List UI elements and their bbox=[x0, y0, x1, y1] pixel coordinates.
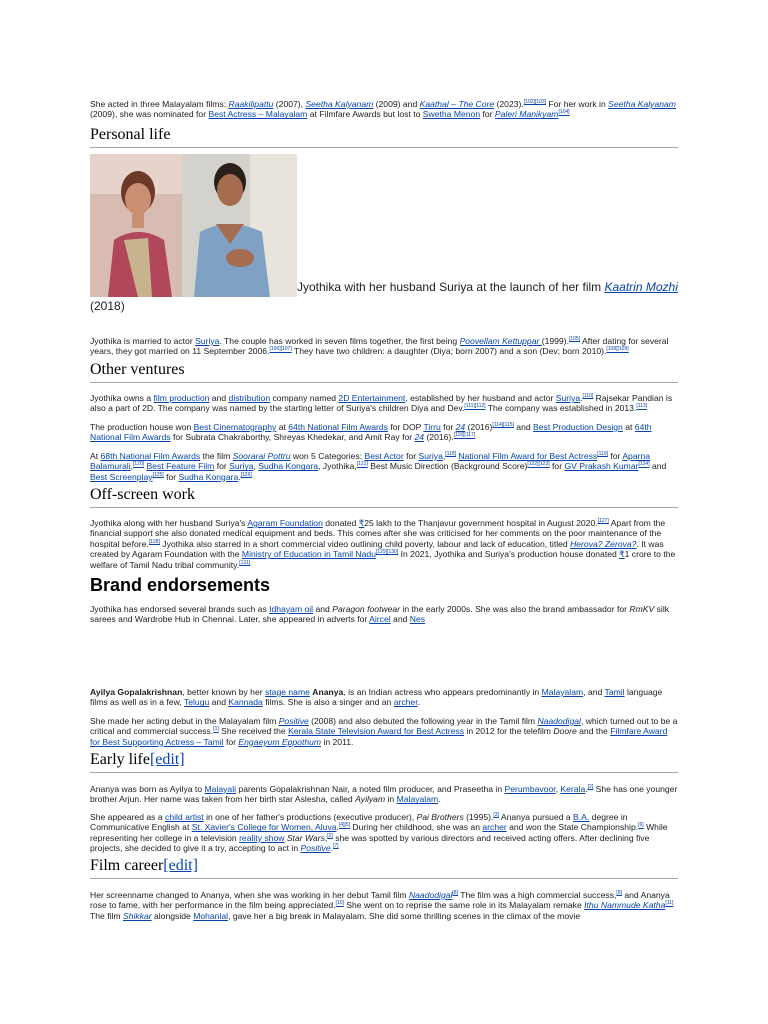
link-naadodigal[interactable]: Naadodigal bbox=[537, 716, 581, 726]
link-child-artist[interactable]: child artist bbox=[165, 812, 204, 822]
offscreen-paragraph-block bbox=[90, 518, 678, 570]
link-poovellam-kettuppar[interactable]: Poovellam Kettuppar bbox=[459, 336, 542, 346]
link-mohanlal[interactable]: Mohanlal bbox=[193, 910, 229, 921]
link-sudha-kongara-2[interactable]: Sudha Kongara bbox=[178, 471, 239, 482]
ventures-paragraph-3-block bbox=[90, 451, 678, 482]
career-paragraph-block bbox=[90, 890, 678, 921]
link-gv-prakash-kumar[interactable]: GV Prakash Kumar bbox=[564, 461, 639, 472]
link-herova-zerova[interactable]: Herova? Zerova? bbox=[570, 538, 637, 549]
early-paragraph-2: She appeared as a child artist in one of her father's productions (executive producer), Pai Brothers (1995).[3] Ananya pursued a B.A. degree in Communicative English at St. Xavier's College for Women, Aluva.[4][5] During her childhood, she was an archer and won the State Championship.[6] While representing her college in a television reality show Star Wars,[2] she was spotted by various directors and received acting offers. After declining five projects, she decided to give it a try, accepting to act in Positive.[7] bbox=[90, 812, 668, 854]
link-idhayam-oil[interactable]: Idhayam oil bbox=[269, 604, 314, 614]
link-positive[interactable]: Positive bbox=[278, 716, 309, 726]
link-raakilipattu[interactable]: Raakilipattu bbox=[228, 99, 274, 109]
link-national-film-award-best-actress[interactable]: National Film Award for Best Actress bbox=[458, 451, 598, 461]
edit-link[interactable]: [edit] bbox=[149, 751, 185, 768]
link-distribution[interactable]: distribution bbox=[228, 393, 271, 403]
ventures-paragraph-1: Jyothika owns a film production and distribution company named 2D Entertainment, established by her husband and actor Suriya.[110] Rajsekar Pandian is also a part of 2D. The company was named by the starting letter of Suriya's children Diya and Dev.[111][112] The company was established in 2013.[113] bbox=[90, 393, 673, 414]
link-suriya[interactable]: Suriya bbox=[195, 336, 220, 346]
brand-heading: Brand endorsements bbox=[90, 575, 271, 595]
early-paragraph-2-block bbox=[90, 812, 678, 854]
link-stage-name[interactable]: stage name bbox=[264, 687, 310, 697]
photo-figure bbox=[90, 154, 678, 316]
link-rupee[interactable]: ₹ bbox=[358, 518, 365, 528]
link-aircel[interactable]: Aircel bbox=[369, 614, 391, 625]
brand-paragraph: Jyothika has endorsed several brands such as Idhayam oil and Paragon footwear in the early 2000s. She was also the brand ambassador for RmKV silk sarees and Wardrobe Hub in Chennai. Later, she appeared in adverts for Aircel and Nes bbox=[90, 604, 670, 625]
ref-link[interactable]: [118] bbox=[445, 451, 457, 458]
intro-section bbox=[90, 99, 678, 120]
ananya-paragraph-2: She made her acting debut in the Malayalam film Positive (2008) and also debuted the following year in the Tamil film Naadodigal, which turned out to be a critical and commercial success.[1] She received the Kerala State Television Award for Best Actress in 2012 for the telefilm Doore and the Filmfare Award for Best Supporting Actress – Tamil for Engaeyum Eppothum in 2011. bbox=[90, 716, 678, 747]
link-kerala-state-tv-award[interactable]: Kerala State Television Award for Best Actress bbox=[288, 726, 465, 737]
personal-paragraph-block bbox=[90, 336, 678, 357]
link-aparna-balamurali[interactable]: Aparna Balamurali bbox=[90, 451, 651, 472]
film-career-heading: Film career[edit] bbox=[90, 857, 678, 879]
early-life-heading: Early life[edit] bbox=[90, 751, 678, 773]
ref-link[interactable]: [111][112] bbox=[464, 403, 486, 410]
ref-link[interactable]: [104] bbox=[558, 109, 570, 116]
ref-link[interactable]: [2] bbox=[327, 832, 333, 839]
link-nes[interactable]: Nes bbox=[409, 614, 426, 625]
ref-link[interactable]: [114][115] bbox=[492, 422, 514, 429]
link-soorarai-pottru[interactable]: Soorarai Pottru bbox=[232, 451, 291, 461]
ref-link[interactable]: [4][5] bbox=[338, 822, 351, 829]
link-agaram-foundation[interactable]: Agaram Foundation bbox=[247, 518, 323, 528]
ref-link[interactable]: [6] bbox=[638, 822, 644, 829]
ref-link[interactable]: [2] bbox=[587, 784, 594, 791]
offscreen-section bbox=[90, 486, 678, 508]
link-64th-national-film-awards[interactable]: 64th National Film Awards bbox=[288, 422, 388, 432]
ventures-paragraph-2-block bbox=[90, 422, 678, 443]
link-tamil[interactable]: Tamil bbox=[604, 687, 625, 697]
link-paleri-manikyam[interactable]: Paleri Manikyam bbox=[494, 109, 559, 120]
link-malayalam[interactable]: Malayalam bbox=[541, 687, 584, 697]
personal-life-section bbox=[90, 126, 678, 148]
other-ventures-heading: Other ventures bbox=[90, 361, 678, 383]
link-rupee-2[interactable]: ₹ bbox=[619, 549, 625, 560]
ref-link[interactable]: [102][103] bbox=[523, 99, 547, 106]
link-kaathal[interactable]: Kaathal – The Core bbox=[419, 99, 495, 109]
link-shikkar[interactable]: Shikkar bbox=[122, 910, 152, 921]
offscreen-paragraph: Jyothika along with her husband Suriya's Agaram Foundation donated ₹25 lakh to the Thanjavur government hospital in August 2020.[127] Apart from the financial support she also donated medical equipment and beds. This comes after she was criticised for her comments on the poor maintenance of the hospital before.[128] Jyothika also starred in a short commercial video outlining child poverty, labour and lack of education, titled Herova? Zerova?. It was created by Agaram Foundation with the Ministry of Education in Tamil Nadu[129][130] In 2021, Jyothika and Suriya's production house donated ₹1 crore to the welfare of Tamil Nadu tribal community.[131] bbox=[90, 518, 676, 570]
link-kerala[interactable]: Kerala bbox=[560, 784, 586, 794]
link-st-xaviers-college[interactable]: St. Xavier's College for Women, Aluva bbox=[191, 822, 337, 833]
ref-link[interactable]: [1] bbox=[213, 726, 219, 733]
rmkv-text: RmKV bbox=[629, 604, 655, 614]
early-paragraph-1: Ananya was born as Ayilya to Malayali parents Gopalakrishnan Nair, a noted film producer, and Praseetha in Perumbavoor, Kerala.[2] She has one younger brother Arjun. Her name was taken from her birth star Aslesha, called Ayilyam in Malayalam. bbox=[90, 784, 678, 805]
career-paragraph: Her screenname changed to Ananya, when she was working in her debut Tamil film Naadodigal[8] The film was a high commercial success,[9] and Ananya rose to fame, with her performance in the film being appreciated.[10] She went on to reprise the same role in its Malayalam remake Ithu Nammude Katha[11] The film Shikkar alongside Mohanlal, gave her a big break in Malayalam. She did some thrilling scenes in the climax of the movie bbox=[90, 890, 674, 921]
ref-link[interactable]: [131] bbox=[239, 559, 251, 566]
link-64th-national-film-awards-2[interactable]: 64th National Film Awards bbox=[90, 422, 652, 443]
ventures-paragraph-1-block bbox=[90, 393, 678, 414]
link-best-screenplay[interactable]: Best Screenplay bbox=[90, 471, 153, 482]
link-telugu[interactable]: Telugu bbox=[183, 697, 210, 708]
link-naadodigal-2[interactable]: Naadodigal bbox=[408, 890, 453, 900]
couple-photo[interactable] bbox=[90, 154, 297, 297]
link-24-2[interactable]: 24 bbox=[414, 432, 425, 443]
ventures-paragraph-3: At 68th National Film Awards the film Soorarai Pottru won 5 Categories: Best Actor for Suriya,[118] National Film Award for Best Actress[119] for Aparna Balamurali,[120] Best Feature Film for Suriya, Sudha Kongara, Jyothika,[121] Best Music Direction (Background Score)[122][123] for GV Prakash Kumar[124] and Best Screenplay[125] for Sudha Kongara.[126] bbox=[90, 451, 667, 482]
link-suriya[interactable]: Suriya bbox=[229, 461, 254, 472]
link-suriya[interactable]: Suriya bbox=[555, 393, 581, 403]
ref-link[interactable]: [10] bbox=[335, 900, 344, 907]
ref-link[interactable]: [128] bbox=[148, 538, 160, 545]
ref-link[interactable]: [121] bbox=[356, 461, 368, 468]
ref-link[interactable]: [119] bbox=[597, 451, 608, 458]
ref-link[interactable]: [106][107] bbox=[269, 346, 292, 353]
personal-paragraph: Jyothika is married to actor Suriya. The couple has worked in seven films together, the first being Poovellam Kettuppar (1999).[105] After dating for several years, they got married on 11 September 2006.[106][107] They have two children: a daughter (Diya; born 2007) and a son (Dev; born 2010).[108][109] bbox=[90, 336, 669, 357]
link-reality-show[interactable]: reality show bbox=[239, 832, 285, 843]
link-best-actress-malayalam[interactable]: Best Actress – Malayalam bbox=[208, 109, 308, 120]
link-kannada[interactable]: Kannada bbox=[228, 697, 263, 708]
paragon-footwear-text: Paragon footwear bbox=[332, 604, 401, 614]
link-archer[interactable]: archer bbox=[393, 697, 418, 708]
photo-caption: Jyothika with her husband Suriya at the launch of her film Kaatrin Mozhi (2018) bbox=[90, 154, 678, 316]
ref-link[interactable]: [3] bbox=[493, 812, 499, 819]
ref-link[interactable]: [113] bbox=[636, 403, 648, 410]
ventures-paragraph-2: The production house won Best Cinematography at 64th National Film Awards for DOP Tirru for 24 (2016)[114][115] and Best Production Design at 64th National Film Awards for Subrata Chakraborthy, Shreyas Khedekar, and Amit Ray for 24 (2016).[116][117] bbox=[90, 422, 652, 443]
link-archer-2[interactable]: archer bbox=[482, 822, 507, 833]
ref-link[interactable]: [11] bbox=[665, 900, 674, 907]
link-best-feature-film[interactable]: Best Feature Film bbox=[146, 461, 215, 472]
link-best-cinematography[interactable]: Best Cinematography bbox=[193, 422, 277, 432]
link-68th-national-film-awards[interactable]: 68th National Film Awards bbox=[100, 451, 201, 461]
ananya-paragraph-1-block bbox=[90, 687, 678, 708]
link-swetha-menon[interactable]: Swetha Menon bbox=[422, 109, 481, 120]
link-engaeyum-eppothum[interactable]: Engaeyum Eppothum bbox=[238, 736, 322, 747]
ref-link[interactable]: [122][123] bbox=[527, 461, 550, 468]
ref-link[interactable]: [105] bbox=[568, 336, 581, 343]
early-life-section bbox=[90, 751, 678, 773]
ref-link[interactable]: [125] bbox=[152, 471, 164, 478]
link-positive-2[interactable]: Positive bbox=[300, 843, 331, 854]
photo-image bbox=[90, 154, 297, 297]
link-sudha-kongara[interactable]: Sudha Kongara bbox=[258, 461, 319, 472]
ref-link[interactable]: [116][117] bbox=[453, 432, 476, 439]
ref-link[interactable]: [9] bbox=[616, 890, 622, 897]
film-career-section bbox=[90, 857, 678, 879]
link-2d-entertainment[interactable]: 2D Entertainment bbox=[338, 393, 406, 403]
brand-paragraph-block bbox=[90, 604, 678, 625]
ref-link[interactable]: [124] bbox=[638, 461, 650, 468]
link-suriya[interactable]: Suriya bbox=[418, 451, 443, 461]
link-ba[interactable]: B.A. bbox=[573, 812, 590, 822]
ref-link[interactable]: [127] bbox=[597, 518, 609, 525]
link-filmfare-supporting-actress[interactable]: Filmfare Award for Best Supporting Actress – Tamil bbox=[90, 726, 668, 747]
link-film-production[interactable]: film production bbox=[153, 393, 210, 403]
link-kaatrin-mozhi[interactable]: Kaatrin Mozhi bbox=[604, 280, 678, 294]
intro-paragraph: She acted in three Malayalam films: Raakilipattu (2007), Seetha Kalyanam (2009) and Kaathal – The Core (2023).[102][103] For her work in Seetha Kalyanam (2009), she was nominated for Best Actress – Malayalam at Filmfare Awards but lost to Swetha Menon for Paleri Manikyam[104] bbox=[90, 99, 676, 120]
link-tirru[interactable]: Tirru bbox=[423, 422, 441, 432]
ref-link[interactable]: [120] bbox=[133, 461, 145, 468]
ref-link[interactable]: [129][130] bbox=[375, 549, 399, 556]
offscreen-heading: Off-screen work bbox=[90, 486, 678, 508]
link-seetha-kalyanam[interactable]: Seetha Kalyanam bbox=[305, 99, 374, 109]
link-perumbavoor[interactable]: Perumbavoor bbox=[504, 784, 556, 794]
ref-link[interactable]: [108][109] bbox=[606, 346, 629, 353]
other-ventures-section bbox=[90, 361, 678, 383]
link-ithu-nammude-katha[interactable]: Ithu Nammude Katha bbox=[584, 900, 666, 911]
link-malayali[interactable]: Malayali bbox=[204, 784, 237, 794]
ref-link[interactable]: [7] bbox=[333, 843, 339, 850]
link-best-production-design[interactable]: Best Production Design bbox=[533, 422, 623, 432]
ananya-paragraph-1: Ayilya Gopalakrishnan, better known by her stage name Ananya, is an Indian actress who appears predominantly in Malayalam, and Tamil language films as well as in a few, Telugu and Kannada films. She is also a singer and an archer. bbox=[90, 687, 663, 708]
link-malayalam-language[interactable]: Malayalam bbox=[396, 794, 439, 805]
link-best-actor[interactable]: Best Actor bbox=[364, 451, 404, 461]
edit-link[interactable]: [edit] bbox=[163, 857, 198, 874]
ananya-paragraph-2-block bbox=[90, 716, 678, 747]
ref-link[interactable]: [8] bbox=[452, 890, 458, 897]
link-ministry-of-education[interactable]: Ministry of Education in Tamil Nadu bbox=[241, 549, 376, 560]
brand-section bbox=[90, 575, 678, 595]
ref-link[interactable]: [110] bbox=[582, 393, 594, 400]
personal-life-heading: Personal life bbox=[90, 126, 678, 148]
link-24[interactable]: 24 bbox=[455, 422, 466, 432]
link-seetha-kalyanam-2[interactable]: Seetha Kalyanam bbox=[608, 99, 676, 109]
ref-link[interactable]: [126] bbox=[240, 471, 252, 478]
early-paragraph-1-block bbox=[90, 784, 678, 805]
